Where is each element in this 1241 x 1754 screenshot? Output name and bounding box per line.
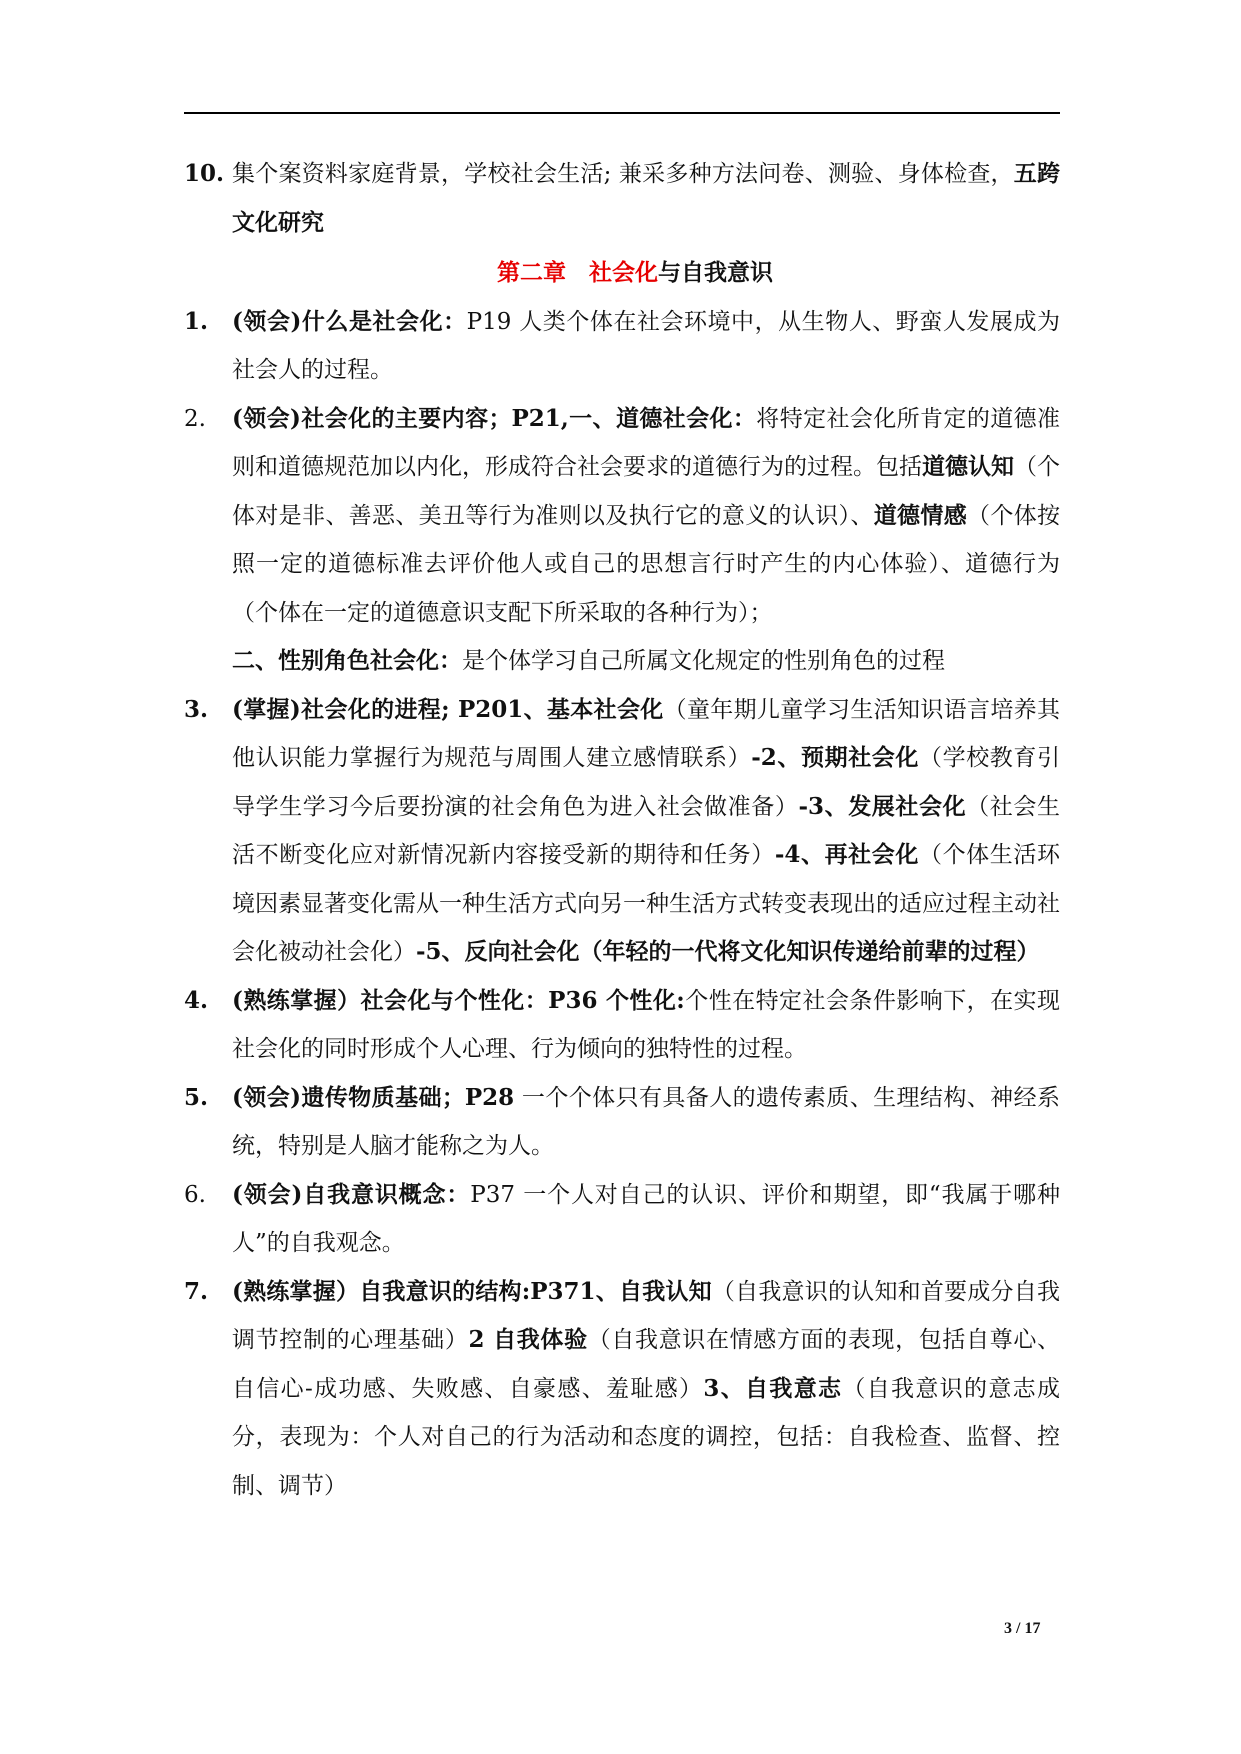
chapter-heading-black: 与自我意识 [658, 259, 773, 286]
text-run: （自我意识的认知和首要成分自我调节控制的心理基础） [232, 1278, 1060, 1353]
bold-run: 二、性别角色社会化： [232, 647, 462, 674]
item-text [232, 309, 1060, 384]
bold-run: (领会)什么是社会化： [232, 307, 467, 335]
list-item-10 [184, 150, 1060, 247]
item-number: 6. [184, 1181, 206, 1208]
page-content [184, 150, 1060, 1510]
item-text [232, 1182, 1060, 1257]
text-run: （自我意识的意志成分，表现为：个人对自己的行为活动和态度的调控，包括：自我检查、监督、控制、调节） [232, 1375, 1060, 1499]
text-run: （个体按照一定的道德标准去评价他人或自己的思想言行时产生的内心体验）、道德行为（个体在一定的道德意识支配下所采取的各种行为）； [232, 502, 1061, 626]
bold-run: -4、再社会化 [774, 841, 919, 868]
item-number: 10. [184, 160, 225, 187]
list-item-5 [184, 1074, 1060, 1171]
page-number: 3 / 17 [1004, 1620, 1041, 1637]
item-text [232, 1279, 1060, 1499]
item-number: 3. [184, 695, 209, 723]
item-number: 4. [184, 986, 209, 1014]
bold-run: -3、发展社会化 [798, 792, 967, 820]
bold-run: -2、预期社会化 [751, 744, 919, 771]
bold-run: 2 自我体验 [468, 1326, 588, 1353]
bold-run: (掌握)社会化的进程; P201、基本社会化 [232, 695, 664, 723]
bold-run: (领会)社会化的主要内容；P21,一、道德社会化： [232, 404, 757, 432]
text-run: 将特定社会化所肯定的道德准则和道德规范加以内化，形成符合社会要求的道德行为的过程。包括 [232, 405, 1060, 480]
text-run: 是个体学习自己所属文化规定的性别角色的过程 [462, 648, 945, 674]
header-rule [184, 112, 1060, 114]
text-run: 集个案资料家庭背景，学校社会生活; 兼采多种方法问卷、测验、身体检查， [232, 161, 1014, 187]
item-text [232, 1085, 1060, 1160]
text-run: （个体对是非、善恶、美丑等行为准则以及执行它的意义的认识）、 [232, 454, 1060, 529]
bold-run: 道德认知 [922, 453, 1014, 480]
text-run: （自我意识在情感方面的表现，包括自尊心、自信心-成功感、失败感、自豪感、羞耻感） [232, 1327, 1061, 1402]
item-number: 2. [184, 405, 206, 432]
list-item-1 [184, 298, 1060, 395]
item-text [232, 988, 1060, 1063]
list-item-3 [184, 686, 1060, 977]
list-item-6 [184, 1171, 1060, 1268]
text-run: （社会生活不断变化应对新情况新内容接受新的期待和任务） [232, 793, 1061, 868]
list-item-7 [184, 1268, 1060, 1511]
list-item-4 [184, 977, 1060, 1074]
text-run: 一个个体只有具备人的遗传素质、生理结构、神经系统，特别是人脑才能称之为人。 [232, 1084, 1060, 1159]
item-number: 7. [184, 1277, 209, 1305]
list-item-2 [184, 395, 1060, 686]
bold-run: (熟练掌握）社会化与个性化：P36 个性化: [232, 986, 685, 1014]
text-run: （学校教育引导学生学习今后要扮演的社会角色为进入社会做准备） [232, 745, 1061, 820]
bold-run: 五跨文化研究 [232, 160, 1061, 236]
item-text [232, 697, 1060, 966]
item-text [232, 161, 1060, 236]
text-run: （个体生活环境因素显著变化需从一种生活方式向另一种生活方式转变表现出的适应过程主动社会化被动社会化） [232, 842, 1060, 965]
text-run: P19 人类个体在社会环境中，从生物人、野蛮人发展成为社会人的过程。 [232, 308, 1061, 383]
bold-run: -5、反向社会化（年轻的一代将文化知识传递给前辈的过程） [416, 938, 1040, 965]
chapter-heading-red: 第二章 社会化 [497, 259, 658, 286]
text-run: 个性在特定社会条件影响下，在实现社会化的同时形成个人心理、行为倾向的独特性的过程。 [232, 987, 1061, 1062]
chapter-heading [184, 249, 1060, 298]
bold-run: 道德情感 [873, 501, 968, 529]
bold-run: (领会)遗传物质基础；P28 [232, 1083, 515, 1111]
bold-run: (领会)自我意识概念： [232, 1180, 471, 1208]
bold-run: 3、自我意志 [703, 1374, 843, 1402]
item-text [232, 406, 1060, 675]
item-number: 1. [184, 307, 209, 335]
item-number: 5. [184, 1083, 209, 1111]
text-run: P37 一个人对自己的认识、评价和期望，即“我属于哪种人”的自我观念。 [232, 1181, 1061, 1256]
text-run: （童年期儿童学习生活知识语言培养其他认识能力掌握行为规范与周围人建立感情联系） [232, 696, 1060, 771]
bold-run: (熟练掌握）自我意识的结构:P371、自我认知 [232, 1277, 712, 1305]
